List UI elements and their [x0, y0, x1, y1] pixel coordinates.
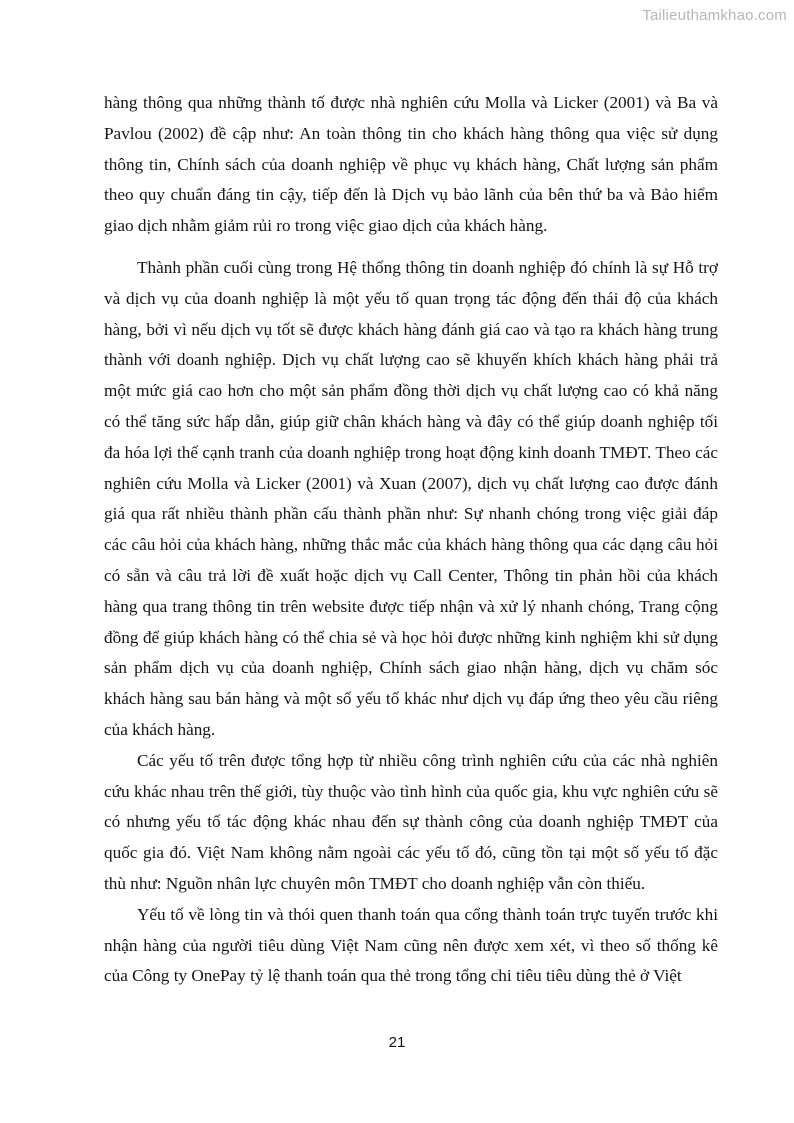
paragraph-2: Thành phần cuối cùng trong Hệ thống thông tin doanh nghiệp đó chính là sự Hỗ trợ và dịch vụ của doanh nghiệp là một yếu tố quan trọng tác động đến thái độ của khách hàng, bởi vì nếu dịch vụ tốt sẽ được khách hàng đánh giá cao và tạo ra khách hàng trung thành với doanh nghiệp. Dịch vụ chất lượng cao sẽ khuyến khích khách hàng phải trả một mức giá cao hơn cho một sản phẩm đồng thời dịch vụ chất lượng cao có khả năng có thể tăng sức hấp dẫn, giúp giữ chân khách hàng và đây có thể giúp doanh nghiệp tối đa hóa lợi thế cạnh tranh của doanh nghiệp trong hoạt động kinh doanh TMĐT. Theo các nghiên cứu Molla và Licker (2001) và Xuan (2007), dịch vụ chất lượng cao được đánh giá qua rất nhiều thành phần cấu thành phần như: Sự nhanh chóng trong việc giải đáp các câu hỏi của khách hàng, những thắc mắc của khách hàng thông qua các dạng câu hỏi có sẵn và câu trả lời đề xuất hoặc dịch vụ Call Center, Thông tin phản hồi của khách hàng qua trang thông tin trên website được tiếp nhận và xử lý nhanh chóng, Trang cộng đồng để giúp khách hàng có thể chia sẻ và học hỏi được những kinh nghiệm khi sử dụng sản phẩm dịch vụ của doanh nghiệp, Chính sách giao nhận hàng, dịch vụ chăm sóc khách hàng sau bán hàng và một số yếu tố khác như dịch vụ đáp ứng theo yêu cầu riêng của khách hàng.	[104, 257, 718, 739]
page-body-text	[104, 88, 718, 992]
paragraph-4: Yếu tố về lòng tin và thói quen thanh toán qua cổng thành toán trực tuyến trước khi nhận hàng của người tiêu dùng Việt Nam cũng nên được xem xét, vì theo số thống kê của Công ty OnePay tỷ lệ thanh toán qua thẻ trong tổng chi tiêu tiêu dùng thẻ ở Việt	[104, 904, 718, 986]
paragraph-1: hàng thông qua những thành tố được nhà nghiên cứu Molla và Licker (2001) và Ba và Pavlou (2002) đề cập như: An toàn thông tin cho khách hàng thông qua việc sử dụng thông tin, Chính sách của doanh nghiệp về phục vụ khách hàng, Chất lượng sản phẩm theo quy chuẩn đáng tin cậy, tiếp đến là Dịch vụ bảo lãnh của bên thứ ba và Bảo hiểm giao dịch nhằm giảm rủi ro trong việc giao dịch của khách hàng.	[104, 93, 718, 236]
paragraph-3: Các yếu tố trên được tổng hợp từ nhiều công trình nghiên cứu của các nhà nghiên cứu khác nhau trên thế giới, tùy thuộc vào tình hình của quốc gia, khu vực nghiên cứu sẽ có nhưng yếu tố tác động khác nhau đến sự thành công của doanh nghiệp TMĐT của quốc gia đó. Việt Nam không nằm ngoài các yếu tố đó, cũng tồn tại một số yếu tố đặc thù như: Nguồn nhân lực chuyên môn TMĐT cho doanh nghiệp vẫn còn thiếu.	[104, 750, 718, 893]
watermark: Tailieuthamkhao.com	[642, 7, 787, 24]
page-number: 21	[388, 1034, 406, 1051]
